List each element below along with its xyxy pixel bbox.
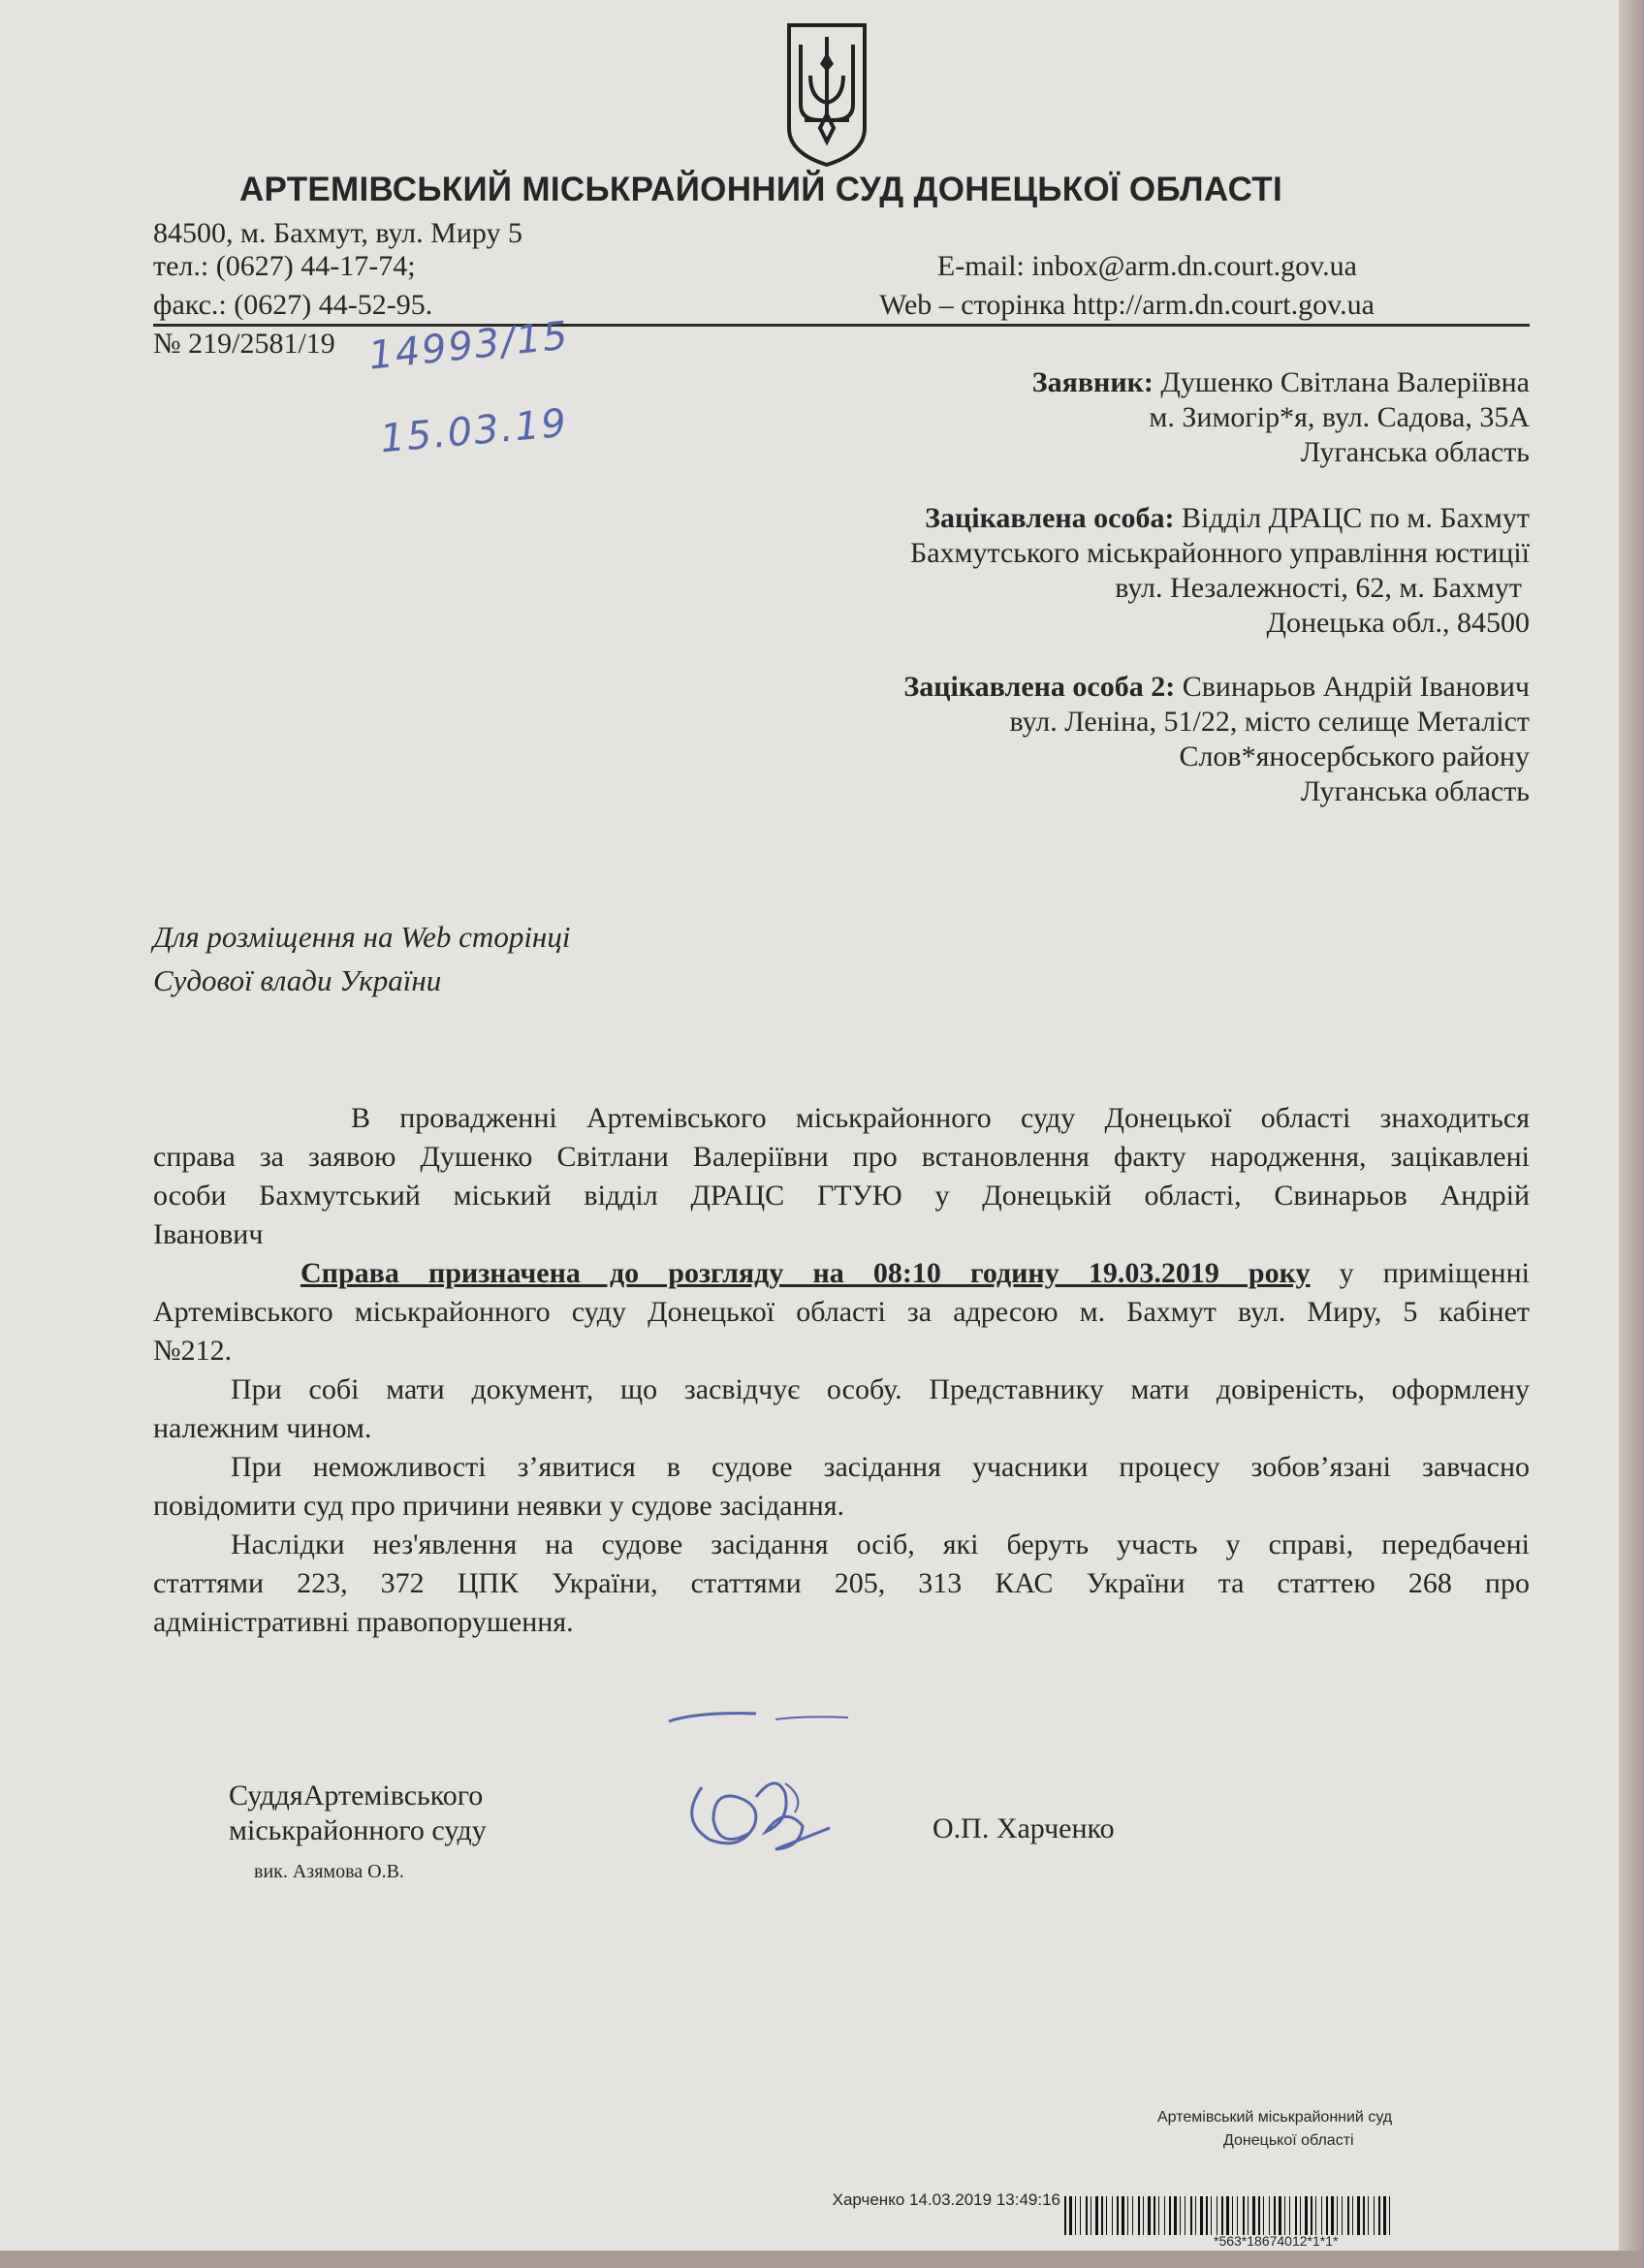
signatory-title-line: міськрайонного суду (229, 1814, 487, 1846)
electronic-signature-info: Харченко 14.03.2019 13:49:16 (832, 2190, 1060, 2209)
barcode-bar (1106, 2196, 1107, 2235)
body-line: При неможливості з’явитися в судове засідання учасники процесу зобов’язані завчасно (231, 1451, 1530, 1483)
barcode-bar (1148, 2196, 1151, 2235)
barcode-bar (1269, 2196, 1270, 2235)
coat-of-arms-emblem (783, 19, 870, 169)
hearing-date-statement: Справа призначена до розгляду на 08:10 годину 19.03.2019 року (300, 1257, 1311, 1289)
barcode-bar (1321, 2196, 1322, 2235)
interested-party-2-address-line: Луганська область (1300, 775, 1530, 807)
court-phone: тел.: (0627) 44-17-74; (153, 250, 416, 282)
barcode-text: *563*18674012*1*1* (1214, 2233, 1339, 2249)
body-line: №212. (153, 1335, 233, 1367)
barcode-bar (1279, 2196, 1281, 2235)
barcode-bar (1248, 2196, 1249, 2235)
barcode-bar (1185, 2196, 1186, 2235)
reference-number: № 219/2581/19 (153, 328, 335, 360)
barcode-bar (1158, 2196, 1159, 2235)
barcode-bar (1243, 2196, 1245, 2235)
barcode-bar (1237, 2196, 1238, 2235)
barcode-bar (1295, 2196, 1297, 2235)
barcode-bar (1232, 2196, 1233, 2235)
interested-party-2-address-line: вул. Леніна, 51/22, місто селище Металіст (1009, 706, 1530, 738)
barcode-bar (1112, 2196, 1113, 2235)
applicant-address-line: Луганська область (1300, 436, 1530, 468)
body-paragraph-5 (153, 1526, 1530, 1642)
barcode-bar (1311, 2196, 1312, 2235)
body-paragraph-4 (153, 1448, 1530, 1526)
applicant-line (679, 366, 1530, 399)
signatory-name: О.П. Харченко (933, 1812, 1115, 1844)
body-paragraph-1 (153, 1099, 1530, 1254)
court-stamp-line: Артемівський міськрайонний суд (1157, 2109, 1393, 2126)
court-title: АРТЕМІВСЬКИЙ МІСЬКРАЙОННИЙ СУД ДОНЕЦЬКОЇ ОБЛАСТІ (238, 171, 1283, 208)
barcode-bar (1117, 2196, 1119, 2235)
barcode-bar (1331, 2196, 1334, 2235)
interested-party-2-address-line: Слов*яносербського району (1179, 740, 1530, 772)
body-line: При собі мати документ, що засвідчує особу. Представнику мати довіреність, оформлену (231, 1373, 1530, 1405)
body-line: Артемівського міськрайонного суду Донецької області за адресою м. Бахмут вул. Миру, 5 кабінет (153, 1296, 1530, 1328)
barcode-bar (1211, 2196, 1212, 2235)
notice-line: Для розміщення на Web сторінці (153, 920, 571, 954)
barcode-bar (1284, 2196, 1285, 2235)
interested-party-1-label: Зацікавлена особа: (925, 502, 1175, 534)
barcode-bar (1200, 2196, 1203, 2235)
barcode-bar (1154, 2196, 1155, 2235)
barcode-bar (1263, 2196, 1264, 2235)
barcode-bar (1326, 2196, 1328, 2235)
barcode-bar (1374, 2196, 1375, 2235)
document-barcode (1064, 2196, 1394, 2237)
applicant-address-line: м. Зимогір*я, вул. Садова, 35А (1149, 401, 1530, 433)
body-line: статтями 223, 372 ЦПК України, статтями 205, 313 КАС України та статтею 268 про (153, 1567, 1530, 1599)
scan-edge-right (1619, 0, 1644, 2268)
barcode-bar (1069, 2196, 1072, 2235)
executor-note: вик. Азямова О.В. (254, 1861, 404, 1882)
barcode-bar (1206, 2196, 1208, 2235)
barcode-bar (1174, 2196, 1177, 2235)
barcode-bar (1305, 2196, 1308, 2235)
court-fax: факс.: (0627) 44-52-95. (153, 289, 433, 321)
body-line: Іванович (153, 1218, 264, 1250)
interested-party-1-address-line: Донецька обл., 84500 (1266, 607, 1530, 639)
interested-party-2-name: Свинарьов Андрій Іванович (1182, 671, 1530, 703)
barcode-bar (1086, 2196, 1088, 2235)
barcode-bar (1080, 2196, 1081, 2235)
signatory-title-line: СуддяАртемівського (229, 1780, 484, 1811)
interested-party-1-address-line: вул. Незалежності, 62, м. Бахмут (1115, 572, 1522, 604)
barcode-bar (1221, 2196, 1223, 2235)
hearing-line (153, 1254, 1530, 1293)
court-stamp-line: Донецької області (1223, 2132, 1354, 2149)
web-publication-notice (153, 915, 570, 1002)
body-line: справа за заявою Душенко Світлани Валеріївни про встановлення факту народження, зацікавлені (153, 1141, 1530, 1173)
barcode-bar (1138, 2196, 1140, 2235)
body-line: повідомити суд про причини неявки у судове засідання. (153, 1490, 845, 1522)
body-paragraph-3 (153, 1370, 1530, 1448)
handwritten-signature (640, 1704, 872, 1859)
barcode-bar (1274, 2196, 1276, 2235)
applicant-label: Заявник: (1031, 366, 1154, 398)
interested-party-1-name: Відділ ДРАЦС по м. Бахмут (1181, 502, 1530, 534)
applicant-name: Душенко Світлана Валеріївна (1160, 366, 1530, 398)
body-line: Наслідки нез'явлення на судове засідання осіб, які беруть участь у справі, передбачені (231, 1528, 1530, 1560)
body-line: В провадженні Артемівського міськрайонного суду Донецької області знаходиться (351, 1102, 1530, 1134)
barcode-bar (1300, 2196, 1301, 2235)
barcode-bar (1389, 2196, 1390, 2235)
court-address: 84500, м. Бахмут, вул. Миру 5 (153, 217, 522, 249)
body-line: особи Бахмутський міський відділ ДРАЦС ГТУЮ у Донецькій області, Свинарьов Андрій (153, 1180, 1530, 1212)
barcode-bar (1347, 2196, 1349, 2235)
barcode-bar (1315, 2196, 1316, 2235)
interested-party-2-line (679, 671, 1530, 704)
handwritten-incoming-number: 14993/15 (366, 313, 572, 379)
barcode-bar (1122, 2196, 1124, 2235)
barcode-bar (1190, 2196, 1192, 2235)
header-divider (153, 324, 1530, 327)
body-paragraph-2 (153, 1254, 1530, 1370)
scan-edge-bottom (0, 2251, 1644, 2268)
barcode-bar (1132, 2196, 1133, 2235)
barcode-bar (1127, 2196, 1128, 2235)
interested-party-2-label: Зацікавлена особа 2: (903, 671, 1176, 703)
interested-party-1-line (679, 502, 1530, 535)
court-web-page: Web – сторінка http://arm.dn.court.gov.ua (879, 289, 1375, 321)
barcode-bar (1226, 2196, 1229, 2235)
barcode-bar (1258, 2196, 1260, 2235)
notice-line: Судової влади України (153, 963, 442, 997)
barcode-bar (1252, 2196, 1255, 2235)
hearing-location-lead: у приміщенні (1339, 1257, 1530, 1289)
handwritten-date: 15.03.19 (378, 400, 570, 462)
barcode-bar (1169, 2196, 1171, 2235)
barcode-bar (1337, 2196, 1338, 2235)
barcode-bar (1383, 2196, 1386, 2235)
barcode-bar (1363, 2196, 1365, 2235)
interested-party-1-address-line: Бахмутського міськрайонного управління юстиції (909, 537, 1530, 569)
barcode-bar (1075, 2196, 1076, 2235)
barcode-bar (1195, 2196, 1196, 2235)
barcode-bar (1368, 2196, 1369, 2235)
barcode-bar (1352, 2196, 1353, 2235)
barcode-bar (1164, 2196, 1165, 2235)
barcode-bar (1095, 2196, 1098, 2235)
barcode-bar (1357, 2196, 1360, 2235)
body-line: належним чином. (153, 1412, 372, 1444)
barcode-bar (1143, 2196, 1144, 2235)
barcode-bar (1289, 2196, 1290, 2235)
barcode-bar (1064, 2196, 1066, 2235)
barcode-bar (1180, 2196, 1181, 2235)
barcode-bar (1342, 2196, 1343, 2235)
barcode-bar (1101, 2196, 1103, 2235)
court-email: E-mail: inbox@arm.dn.court.gov.ua (936, 250, 1357, 282)
body-line: адміністративні правопорушення. (153, 1606, 574, 1638)
barcode-bar (1378, 2196, 1380, 2235)
